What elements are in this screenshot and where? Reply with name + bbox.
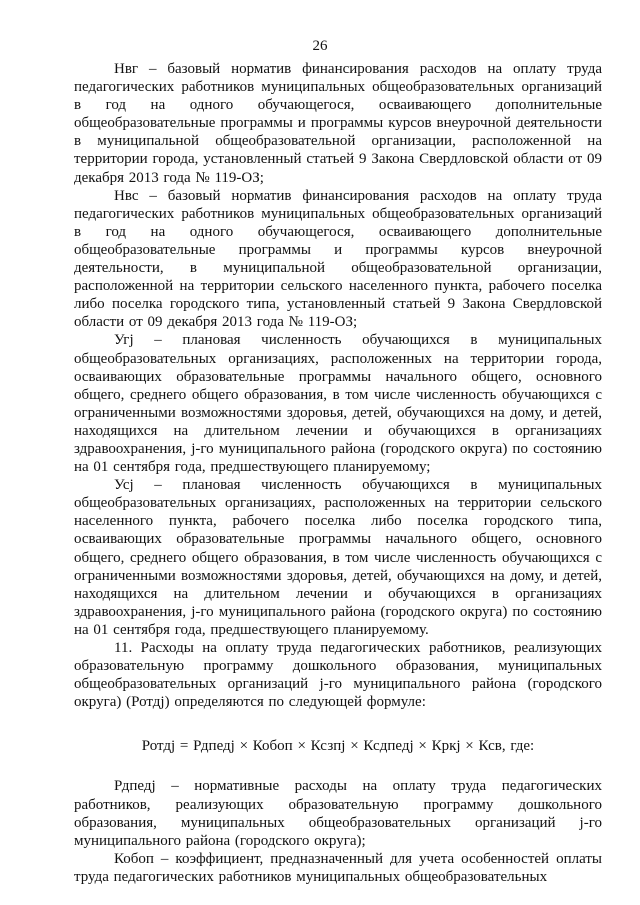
page-number: 26 xyxy=(312,38,328,54)
formula: Ротдj = Рдпедj × Кобоп × Ксзпj × Ксдпедj × Кркj × Ксв, где: xyxy=(141,738,535,755)
paragraph-item-11: 11. Расходы на оплату труда педагогических работников, реализующих образовательную программу дошкольного образования, муниципальных общеобразовательных организаций j-го муниципального района (городского округа) (Ротдj) определяются по следующей формуле: xyxy=(74,640,602,711)
paragraph-usj: Усj – плановая численность обучающихся в муниципальных общеобразовательных организациях, расположенных на территории сельского населенного пункта, рабочего поселка либо поселка городского типа, осваивающих образовательные программы начального общего, основного общего, среднего общего образования, в том числе численность обучающихся с ограниченными возможностями здоровья, детей, обучающихся на дому, и детей, находящихся на длительном лечении и обучающихся в организациях здравоохранения, j-го муниципального района (городского округа) по состоянию на 01 сентября года, предшествующего планируемому. xyxy=(74,477,602,638)
paragraph-nvs: Нвс – базовый норматив финансирования расходов на оплату труда педагогических работников муниципальных общеобразовательных организаций в год на одного обучающегося, осваивающего дополнительные общеобразовательные программы и программы курсов внеурочной деятельности, в муниципальной общеобразовательной организации, расположенной на территории сельского населенного пункта, рабочего поселка либо поселка городского типа, установленный статьей 9 Закона Свердловской области от 09 декабря 2013 года № 119-ОЗ; xyxy=(74,187,602,331)
paragraph-kobop: Кобоп – коэффициент, предназначенный для учета особенностей оплаты труда педагогических работников муниципальных общеобразовательных xyxy=(74,850,602,885)
paragraph-ugj: Угj – плановая численность обучающихся в муниципальных общеобразовательных организациях, расположенных на территории города, осваивающих образовательные программы начального общего, основного общего, среднего общего образования, в том числе численность обучающихся с ограниченными возможностями здоровья, детей, обучающихся на дому, и детей, находящихся на длительном лечении и обучающихся в организациях здравоохранения, j-го муниципального района (городского округа) по состоянию на 01 сентября года, предшествующего планируемому; xyxy=(74,332,602,476)
document-body xyxy=(74,60,602,886)
paragraph-rdpedj: Рдпедj – нормативные расходы на оплату труда педагогических работников, реализующих образовательную программу дошкольного образования, муниципальных общеобразовательных организаций j-го муниципального района (городского округа); xyxy=(74,778,602,849)
paragraph-nvg: Нвг – базовый норматив финансирования расходов на оплату труда педагогических работников муниципальных общеобразовательных организаций в год на одного обучающегося, осваивающего дополнительные общеобразовательные программы и программы курсов внеурочной деятельности в муниципальной общеобразовательной организации, расположенной на территории города, установленный статьей 9 Закона Свердловской области от 09 декабря 2013 года № 119-ОЗ; xyxy=(74,61,602,186)
